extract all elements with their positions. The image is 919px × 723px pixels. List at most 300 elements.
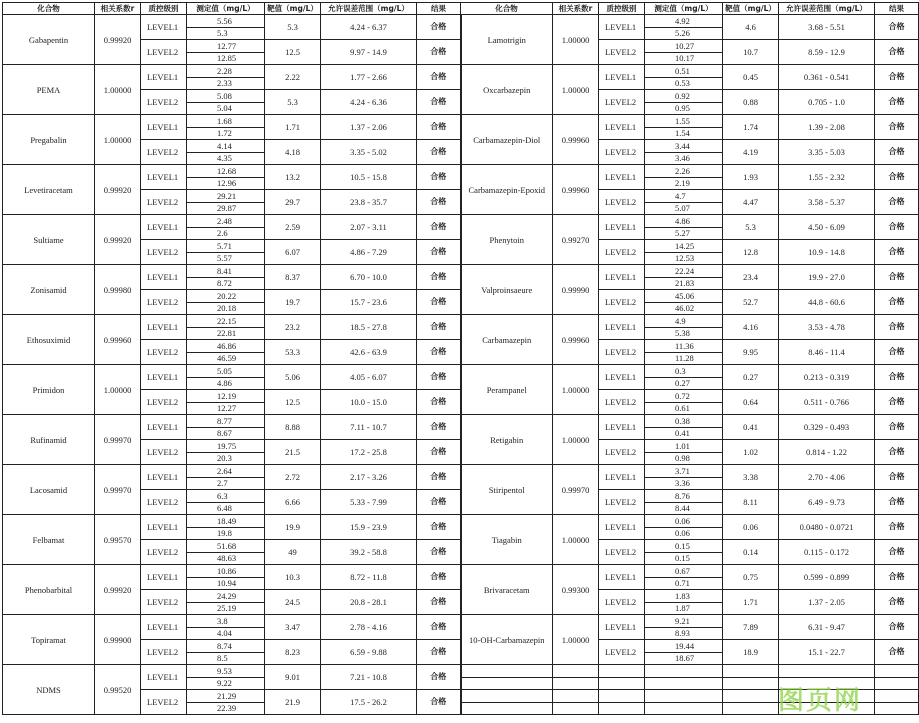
qc-level-label: LEVEL1 [141, 165, 187, 190]
measured-value: 24.29 [187, 590, 265, 603]
allowed-range: 44.8 - 60.6 [779, 290, 875, 315]
allowed-range: 8.72 - 11.8 [321, 565, 417, 590]
measured-value: 21.83 [645, 277, 723, 290]
correlation-value: 0.99960 [553, 115, 599, 165]
measured-value: 20.3 [187, 452, 265, 465]
qc-level-label: LEVEL1 [599, 565, 645, 590]
measured-value: 0.27 [645, 377, 723, 390]
correlation-value: 0.99520 [95, 665, 141, 715]
col-correlation: 相关系数r [95, 3, 141, 15]
correlation-value: 1.00000 [553, 515, 599, 565]
result-badge: 合格 [875, 265, 919, 290]
compound-name: Felbamat [3, 515, 95, 565]
qc-level-label: LEVEL1 [599, 115, 645, 140]
compound-name: Carbamazepin-Epoxid [461, 165, 553, 215]
compound-name: Levetiracetam [3, 165, 95, 215]
qc-level-label: LEVEL1 [599, 15, 645, 40]
target-value: 10.7 [723, 40, 779, 65]
qc-level-label: LEVEL2 [141, 190, 187, 215]
measured-value: 8.5 [187, 652, 265, 665]
correlation-value: 1.00000 [553, 615, 599, 665]
compound-name: PEMA [3, 65, 95, 115]
measured-value: 22.24 [645, 265, 723, 278]
measured-value: 8.72 [187, 277, 265, 290]
measured-value: 0.72 [645, 390, 723, 403]
allowed-range: 15.7 - 23.6 [321, 290, 417, 315]
compound-name: Oxcarbazepin [461, 65, 553, 115]
correlation-value: 1.00000 [95, 65, 141, 115]
qc-level-label: LEVEL1 [141, 615, 187, 640]
target-value: 12.5 [265, 390, 321, 415]
result-badge: 合格 [417, 90, 461, 115]
allowed-range: 4.24 - 6.37 [321, 15, 417, 40]
compound-name: Gabapentin [3, 15, 95, 65]
empty-cell [461, 702, 553, 715]
result-badge: 合格 [875, 590, 919, 615]
measured-value: 46.02 [645, 302, 723, 315]
result-badge: 合格 [417, 40, 461, 65]
measured-value: 22.81 [187, 327, 265, 340]
target-value: 19.9 [265, 515, 321, 540]
target-value: 53.3 [265, 340, 321, 365]
target-value: 4.19 [723, 140, 779, 165]
measured-value: 25.19 [187, 602, 265, 615]
result-badge: 合格 [875, 490, 919, 515]
measured-value: 29.21 [187, 190, 265, 203]
target-value: 3.47 [265, 615, 321, 640]
empty-cell [723, 677, 779, 690]
measured-value: 12.77 [187, 40, 265, 53]
measured-value: 1.87 [645, 602, 723, 615]
qc-level-label: LEVEL1 [141, 115, 187, 140]
allowed-range: 17.2 - 25.8 [321, 440, 417, 465]
measured-value: 12.85 [187, 52, 265, 65]
compound-name: Perampanel [461, 365, 553, 415]
measured-value: 22.39 [187, 702, 265, 715]
measured-value: 10.86 [187, 565, 265, 578]
table-row [3, 115, 919, 128]
allowed-range: 2.17 - 3.26 [321, 465, 417, 490]
measured-value: 0.15 [645, 552, 723, 565]
allowed-range: 7.11 - 10.7 [321, 415, 417, 440]
qc-level-label: LEVEL1 [141, 565, 187, 590]
measured-value: 1.83 [645, 590, 723, 603]
result-badge: 合格 [417, 165, 461, 190]
result-badge: 合格 [417, 590, 461, 615]
empty-cell [723, 665, 779, 678]
empty-cell [723, 702, 779, 715]
target-value: 18.9 [723, 640, 779, 665]
allowed-range: 7.21 - 10.8 [321, 665, 417, 690]
measured-value: 4.14 [187, 140, 265, 153]
measured-value: 5.26 [645, 27, 723, 40]
measured-value: 11.28 [645, 352, 723, 365]
target-value: 9.95 [723, 340, 779, 365]
allowed-range: 42.6 - 63.9 [321, 340, 417, 365]
compound-name: Stiripentol [461, 465, 553, 515]
allowed-range: 6.70 - 10.0 [321, 265, 417, 290]
qc-level-label: LEVEL2 [141, 40, 187, 65]
col-measured: 测定值（mg/L） [187, 3, 265, 15]
result-badge: 合格 [875, 40, 919, 65]
col-result: 结果 [875, 3, 919, 15]
allowed-range: 6.31 - 9.47 [779, 615, 875, 640]
measured-value: 2.48 [187, 215, 265, 228]
qc-level-label: LEVEL2 [141, 690, 187, 715]
correlation-value: 0.99270 [553, 215, 599, 265]
target-value: 5.3 [265, 15, 321, 40]
table-row [3, 365, 919, 378]
measured-value: 4.86 [645, 215, 723, 228]
correlation-value: 0.99920 [95, 15, 141, 65]
measured-value: 51.68 [187, 540, 265, 553]
allowed-range: 10.0 - 15.0 [321, 390, 417, 415]
measured-value: 11.36 [645, 340, 723, 353]
result-badge: 合格 [875, 340, 919, 365]
measured-value: 4.35 [187, 152, 265, 165]
table-row [3, 265, 919, 278]
col-compound: 化合物 [3, 3, 95, 15]
measured-value: 0.61 [645, 402, 723, 415]
measured-value: 4.86 [187, 377, 265, 390]
empty-cell [553, 690, 599, 703]
compound-name: 10-OH-Carbamazepin [461, 615, 553, 665]
allowed-range: 3.35 - 5.02 [321, 140, 417, 165]
measured-value: 5.07 [645, 202, 723, 215]
measured-value: 21.29 [187, 690, 265, 703]
correlation-value: 0.99570 [95, 515, 141, 565]
target-value: 4.47 [723, 190, 779, 215]
allowed-range: 8.46 - 11.4 [779, 340, 875, 365]
measured-value: 0.06 [645, 515, 723, 528]
result-badge: 合格 [875, 290, 919, 315]
target-value: 0.45 [723, 65, 779, 90]
measured-value: 3.8 [187, 615, 265, 628]
measured-value: 3.71 [645, 465, 723, 478]
table-row [3, 165, 919, 178]
allowed-range: 0.599 - 0.899 [779, 565, 875, 590]
col-result: 结果 [417, 3, 461, 15]
measured-value: 0.95 [645, 102, 723, 115]
target-value: 4.16 [723, 315, 779, 340]
allowed-range: 2.70 - 4.06 [779, 465, 875, 490]
target-value: 13.2 [265, 165, 321, 190]
measured-value: 1.68 [187, 115, 265, 128]
measured-value: 4.92 [645, 15, 723, 28]
allowed-range: 6.59 - 9.88 [321, 640, 417, 665]
correlation-value: 0.99960 [95, 315, 141, 365]
allowed-range: 3.53 - 4.78 [779, 315, 875, 340]
allowed-range: 1.37 - 2.06 [321, 115, 417, 140]
qc-level-label: LEVEL2 [141, 640, 187, 665]
allowed-range: 10.5 - 15.8 [321, 165, 417, 190]
correlation-value: 0.99960 [553, 165, 599, 215]
result-badge: 合格 [417, 465, 461, 490]
allowed-range: 3.68 - 5.51 [779, 15, 875, 40]
correlation-value: 0.99920 [95, 215, 141, 265]
target-value: 10.3 [265, 565, 321, 590]
target-value: 0.14 [723, 540, 779, 565]
compound-name: Brivaracetam [461, 565, 553, 615]
empty-cell [599, 677, 645, 690]
col-target: 靶值（mg/L） [265, 3, 321, 15]
compound-name: Phenobarbital [3, 565, 95, 615]
allowed-range: 10.9 - 14.8 [779, 240, 875, 265]
qc-level-label: LEVEL2 [599, 190, 645, 215]
allowed-range: 1.37 - 2.05 [779, 590, 875, 615]
col-range: 允许误差范围（mg/L） [321, 3, 417, 15]
empty-cell [779, 665, 875, 678]
empty-cell [875, 677, 919, 690]
correlation-value: 0.99920 [95, 565, 141, 615]
measured-value: 20.18 [187, 302, 265, 315]
measured-value: 19.75 [187, 440, 265, 453]
allowed-range: 17.5 - 26.2 [321, 690, 417, 715]
table-row [3, 215, 919, 228]
target-value: 8.37 [265, 265, 321, 290]
qc-level-label: LEVEL2 [599, 40, 645, 65]
qc-level-label: LEVEL2 [599, 90, 645, 115]
allowed-range: 4.50 - 6.09 [779, 215, 875, 240]
measured-value: 2.7 [187, 477, 265, 490]
correlation-value: 1.00000 [553, 65, 599, 115]
result-badge: 合格 [875, 615, 919, 640]
target-value: 2.72 [265, 465, 321, 490]
compound-name: NDMS [3, 665, 95, 715]
allowed-range: 1.77 - 2.66 [321, 65, 417, 90]
allowed-range: 18.5 - 27.8 [321, 315, 417, 340]
correlation-value: 1.00000 [553, 15, 599, 65]
result-badge: 合格 [875, 640, 919, 665]
target-value: 8.23 [265, 640, 321, 665]
target-value: 0.06 [723, 515, 779, 540]
qc-level-label: LEVEL1 [141, 265, 187, 290]
table-row [3, 690, 919, 703]
measured-value: 12.53 [645, 252, 723, 265]
measured-value: 0.38 [645, 415, 723, 428]
target-value: 8.11 [723, 490, 779, 515]
result-badge: 合格 [875, 240, 919, 265]
result-badge: 合格 [875, 15, 919, 40]
target-value: 0.88 [723, 90, 779, 115]
measured-value: 45.06 [645, 290, 723, 303]
measured-value: 19.8 [187, 527, 265, 540]
compound-name: Topiramat [3, 615, 95, 665]
result-badge: 合格 [417, 215, 461, 240]
result-badge: 合格 [417, 540, 461, 565]
result-badge: 合格 [875, 90, 919, 115]
target-value: 23.2 [265, 315, 321, 340]
empty-cell [553, 665, 599, 678]
target-value: 9.01 [265, 665, 321, 690]
header-row [3, 3, 919, 15]
result-badge: 合格 [875, 390, 919, 415]
measured-value: 0.67 [645, 565, 723, 578]
measured-value: 0.53 [645, 77, 723, 90]
qc-level-label: LEVEL1 [141, 365, 187, 390]
measured-value: 8.77 [187, 415, 265, 428]
qc-level-label: LEVEL1 [141, 215, 187, 240]
qc-level-label: LEVEL2 [599, 290, 645, 315]
measured-value: 6.3 [187, 490, 265, 503]
col-range: 允许误差范围（mg/L） [779, 3, 875, 15]
qc-level-label: LEVEL1 [599, 515, 645, 540]
measured-value: 0.06 [645, 527, 723, 540]
target-value: 1.71 [723, 590, 779, 615]
result-badge: 合格 [875, 65, 919, 90]
measured-value: 46.59 [187, 352, 265, 365]
empty-cell [599, 665, 645, 678]
target-value: 2.59 [265, 215, 321, 240]
compound-name: Tiagabin [461, 515, 553, 565]
qc-level-label: LEVEL2 [141, 590, 187, 615]
correlation-value: 1.00000 [553, 415, 599, 465]
qc-level-label: LEVEL1 [599, 465, 645, 490]
compound-name: Retigabin [461, 415, 553, 465]
qc-level-label: LEVEL2 [599, 490, 645, 515]
target-value: 2.22 [265, 65, 321, 90]
result-badge: 合格 [417, 615, 461, 640]
empty-cell [645, 702, 723, 715]
result-badge: 合格 [417, 390, 461, 415]
allowed-range: 4.86 - 7.29 [321, 240, 417, 265]
target-value: 1.02 [723, 440, 779, 465]
measured-value: 8.41 [187, 265, 265, 278]
qc-level-label: LEVEL2 [141, 390, 187, 415]
allowed-range: 3.35 - 5.03 [779, 140, 875, 165]
correlation-value: 0.99960 [553, 315, 599, 365]
qc-level-label: LEVEL1 [141, 515, 187, 540]
measured-value: 48.63 [187, 552, 265, 565]
target-value: 5.3 [723, 215, 779, 240]
qc-level-label: LEVEL1 [599, 315, 645, 340]
qc-level-label: LEVEL1 [599, 265, 645, 290]
qc-level-label: LEVEL2 [599, 390, 645, 415]
qc-level-label: LEVEL2 [599, 140, 645, 165]
measured-value: 5.38 [645, 327, 723, 340]
target-value: 19.7 [265, 290, 321, 315]
measured-value: 4.9 [645, 315, 723, 328]
measured-value: 2.6 [187, 227, 265, 240]
correlation-value: 0.99900 [95, 615, 141, 665]
result-badge: 合格 [417, 640, 461, 665]
allowed-range: 1.55 - 2.32 [779, 165, 875, 190]
qc-level-label: LEVEL1 [599, 415, 645, 440]
target-value: 8.88 [265, 415, 321, 440]
table-row [3, 515, 919, 528]
target-value: 12.5 [265, 40, 321, 65]
qc-results-table [2, 2, 919, 715]
result-badge: 合格 [417, 690, 461, 715]
measured-value: 9.53 [187, 665, 265, 678]
target-value: 49 [265, 540, 321, 565]
measured-value: 2.19 [645, 177, 723, 190]
col-qc-level: 质控级别 [141, 3, 187, 15]
empty-cell [779, 702, 875, 715]
result-badge: 合格 [875, 565, 919, 590]
target-value: 4.6 [723, 15, 779, 40]
target-value: 21.9 [265, 690, 321, 715]
measured-value: 0.51 [645, 65, 723, 78]
measured-value: 8.76 [645, 490, 723, 503]
result-badge: 合格 [875, 115, 919, 140]
qc-level-label: LEVEL1 [141, 415, 187, 440]
result-badge: 合格 [875, 165, 919, 190]
qc-level-label: LEVEL1 [141, 65, 187, 90]
qc-level-label: LEVEL1 [141, 465, 187, 490]
compound-name: Zonisamid [3, 265, 95, 315]
qc-level-label: LEVEL2 [141, 140, 187, 165]
measured-value: 3.44 [645, 140, 723, 153]
qc-level-label: LEVEL2 [599, 240, 645, 265]
qc-level-label: LEVEL2 [141, 440, 187, 465]
measured-value: 5.27 [645, 227, 723, 240]
empty-cell [875, 702, 919, 715]
result-badge: 合格 [417, 115, 461, 140]
target-value: 0.41 [723, 415, 779, 440]
measured-value: 2.33 [187, 77, 265, 90]
allowed-range: 23.8 - 35.7 [321, 190, 417, 215]
measured-value: 10.94 [187, 577, 265, 590]
measured-value: 8.67 [187, 427, 265, 440]
qc-level-label: LEVEL2 [141, 90, 187, 115]
target-value: 1.71 [265, 115, 321, 140]
result-badge: 合格 [875, 365, 919, 390]
measured-value: 12.27 [187, 402, 265, 415]
target-value: 21.5 [265, 440, 321, 465]
result-badge: 合格 [875, 440, 919, 465]
empty-cell [779, 690, 875, 703]
allowed-range: 39.2 - 58.8 [321, 540, 417, 565]
empty-cell [553, 677, 599, 690]
target-value: 29.7 [265, 190, 321, 215]
target-value: 6.07 [265, 240, 321, 265]
col-compound: 化合物 [461, 3, 553, 15]
qc-level-label: LEVEL1 [141, 665, 187, 690]
allowed-range: 4.05 - 6.07 [321, 365, 417, 390]
measured-value: 18.49 [187, 515, 265, 528]
result-badge: 合格 [417, 415, 461, 440]
measured-value: 22.15 [187, 315, 265, 328]
compound-name: Lacosamid [3, 465, 95, 515]
col-correlation: 相关系数r [553, 3, 599, 15]
empty-cell [599, 702, 645, 715]
result-badge: 合格 [417, 665, 461, 690]
qc-level-label: LEVEL2 [599, 640, 645, 665]
result-badge: 合格 [417, 265, 461, 290]
result-badge: 合格 [417, 15, 461, 40]
qc-level-label: LEVEL1 [141, 15, 187, 40]
result-badge: 合格 [875, 140, 919, 165]
qc-level-label: LEVEL1 [599, 615, 645, 640]
qc-level-label: LEVEL2 [141, 290, 187, 315]
empty-cell [553, 702, 599, 715]
allowed-range: 0.361 - 0.541 [779, 65, 875, 90]
table-row [3, 315, 919, 328]
correlation-value: 0.99990 [553, 265, 599, 315]
empty-cell [875, 690, 919, 703]
empty-cell [875, 665, 919, 678]
measured-value: 2.28 [187, 65, 265, 78]
measured-value: 12.96 [187, 177, 265, 190]
correlation-value: 0.99980 [95, 265, 141, 315]
compound-name: Pregabalin [3, 115, 95, 165]
measured-value: 4.7 [645, 190, 723, 203]
target-value: 5.3 [265, 90, 321, 115]
qc-level-label: LEVEL2 [141, 340, 187, 365]
target-value: 6.66 [265, 490, 321, 515]
table-row [3, 415, 919, 428]
